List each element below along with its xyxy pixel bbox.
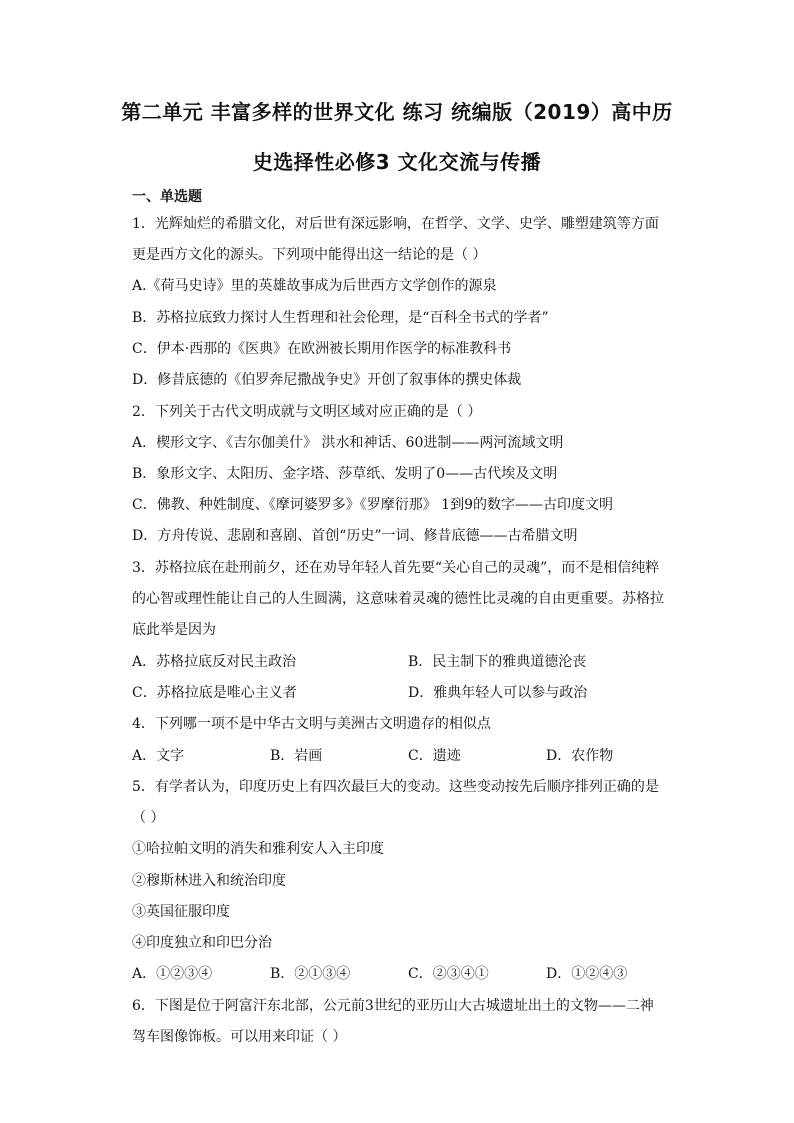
document-title-line-2: 史选择性必修3 文化交流与传播: [252, 150, 542, 174]
question-1-stem-1: 1．光辉灿烂的希腊文化，对后世有深远影响，在哲学、文学、史学、雕塑建筑等方面: [132, 216, 659, 232]
question-5-option-d: D．①②④③: [546, 966, 628, 982]
question-5-item-4: ④印度独立和印巴分治: [132, 935, 272, 951]
question-3-stem-1: 3．苏格拉底在赴刑前夕，还在劝导年轻人首先要“关心自己的灵魂”，而不是相信纯粹: [132, 560, 660, 576]
question-3-option-b: B．民主制下的雅典道德沦丧: [408, 654, 587, 670]
question-5-stem-2: （ ）: [132, 810, 165, 826]
question-3-stem-2: 的心智或理性能让自己的人生圆满，这意味着灵魂的德性比灵魂的自由更重要。苏格拉: [132, 591, 664, 607]
question-1-option-d: D．修昔底德的《伯罗奔尼撒战争史》开创了叙事体的撰史体裁: [132, 372, 522, 388]
question-2-option-a: A．楔形文字、《吉尔伽美什》 洪水和神话、60进制——两河流域文明: [132, 435, 564, 451]
question-4-option-a: A．文字: [132, 748, 185, 764]
question-4-option-c: C．遗迹: [408, 748, 461, 764]
question-3-option-c: C．苏格拉底是唯心主义者: [132, 685, 297, 701]
question-5-option-c: C．②③④①: [408, 966, 489, 982]
question-4-option-b: B．岩画: [270, 748, 323, 764]
section-heading: 一、单选题: [132, 189, 202, 205]
question-5-option-b: B．②①③④: [270, 966, 351, 982]
question-3-stem-3: 底此举是因为: [132, 622, 216, 638]
question-5-item-2: ②穆斯林进入和统治印度: [132, 873, 286, 889]
question-3-option-d: D．雅典年轻人可以参与政治: [408, 685, 588, 701]
question-5-option-a: A．①②③④: [132, 966, 213, 982]
question-5-stem-1: 5．有学者认为，印度历史上有四次最巨大的变动。这些变动按先后顺序排列正确的是: [132, 779, 659, 795]
question-5-item-3: ③英国征服印度: [132, 904, 230, 920]
question-2-stem: 2．下列关于古代文明成就与文明区域对应正确的是（ ）: [132, 404, 482, 420]
question-1-option-c: C．伊本·西那的《医典》在欧洲被长期用作医学的标准教科书: [132, 341, 512, 357]
question-1-stem-2: 更是西方文化的源头。下列项中能得出这一结论的是（ ）: [132, 247, 487, 263]
question-2-option-c: C．佛教、种姓制度、《摩诃婆罗多》《罗摩衍那》 1到9的数字——古印度文明: [132, 497, 613, 513]
question-5-item-1: ①哈拉帕文明的消失和雅利安人入主印度: [132, 841, 384, 857]
question-4-option-d: D．农作物: [546, 748, 614, 764]
question-3-option-a: A．苏格拉底反对民主政治: [132, 654, 297, 670]
question-1-option-a: A.《荷马史诗》里的英雄故事成为后世西方文学创作的源泉: [132, 278, 497, 294]
question-4-stem: 4．下列哪一项不是中华古文明与美洲古文明遗存的相似点: [132, 716, 491, 732]
document-title-line-1: 第二单元 丰富多样的世界文化 练习 统编版（2019）高中历: [121, 100, 673, 124]
question-2-option-d: D．方舟传说、悲剧和喜剧、首创“历史”一词、修昔底德——古希腊文明: [132, 528, 578, 544]
question-6-stem-1: 6．下图是位于阿富汗东北部，公元前3世纪的亚历山大古城遗址出土的文物——二神: [132, 998, 654, 1014]
question-2-option-b: B．象形文字、太阳历、金字塔、莎草纸、发明了0——古代埃及文明: [132, 466, 558, 482]
question-1-option-b: B．苏格拉底致力探讨人生哲理和社会伦理，是“百科全书式的学者”: [132, 310, 549, 326]
question-6-stem-2: 驾车图像饰板。可以用来印证（ ）: [132, 1029, 347, 1045]
